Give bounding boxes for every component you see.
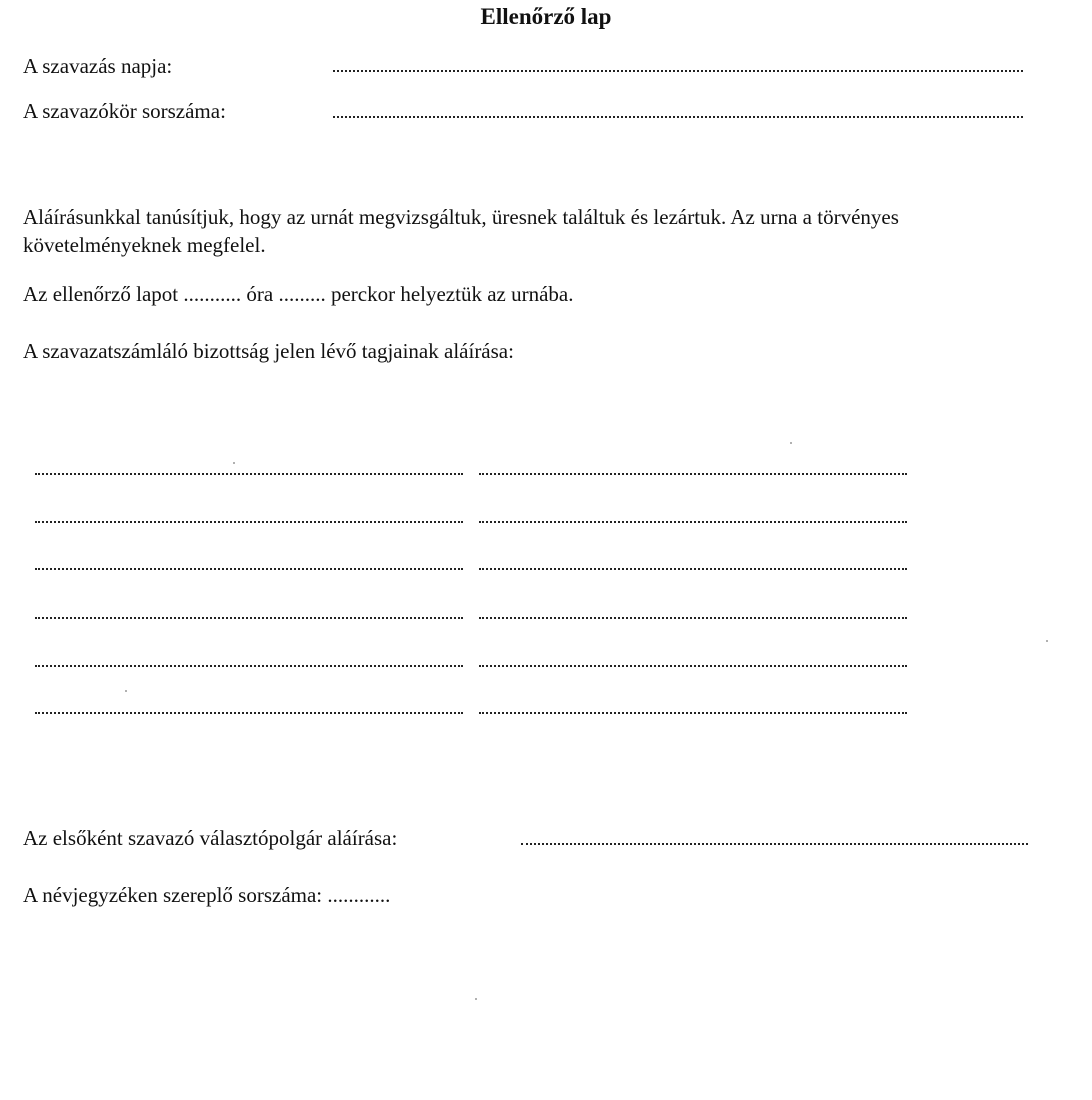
time-sentence-prefix: Az ellenőrző lapot (23, 282, 179, 306)
statement-paragraph: Aláírásunkkal tanúsítjuk, hogy az urnát megvizsgáltuk, üresnek találtuk és lezártuk. Az urna a törvényes követelményeknek megfelel. (23, 205, 899, 257)
signature-line[interactable] (479, 521, 907, 523)
minute-blank[interactable]: ......... (278, 282, 326, 306)
first-voter-signature-label: Az elsőként szavazó választópolgár aláírása: (23, 826, 398, 850)
time-sentence (23, 282, 573, 306)
signature-line[interactable] (35, 712, 463, 714)
register-number-label: A névjegyzéken szereplő sorszáma: (23, 883, 323, 907)
register-number-blank[interactable]: ............ (327, 883, 391, 907)
district-number-field[interactable] (333, 116, 1023, 118)
hour-blank[interactable]: ........... (183, 282, 242, 306)
scan-speck (475, 998, 477, 1000)
register-number-line (23, 883, 390, 907)
signature-line[interactable] (479, 473, 907, 475)
voting-day-field[interactable] (333, 70, 1023, 72)
page-title: Ellenőrző lap (480, 4, 612, 29)
signature-line[interactable] (35, 568, 463, 570)
signature-line[interactable] (35, 617, 463, 619)
signature-line[interactable] (35, 473, 463, 475)
scan-speck (233, 462, 235, 464)
district-number-label: A szavazókör sorszáma: (23, 99, 226, 123)
signature-line[interactable] (479, 568, 907, 570)
signature-line[interactable] (479, 665, 907, 667)
first-voter-signature-field[interactable] (521, 843, 1028, 845)
voting-day-label: A szavazás napja: (23, 54, 173, 78)
scan-speck (1046, 640, 1048, 642)
signature-line[interactable] (479, 712, 907, 714)
scan-speck (790, 442, 792, 444)
time-sentence-suffix: perckor helyeztük az urnába. (330, 282, 574, 306)
hour-word: óra (246, 282, 274, 306)
committee-signatures-label: A szavazatszámláló bizottság jelen lévő tagjainak aláírása: (23, 339, 514, 363)
scan-speck (125, 690, 127, 692)
signature-line[interactable] (35, 665, 463, 667)
signature-line[interactable] (479, 617, 907, 619)
signature-line[interactable] (35, 521, 463, 523)
